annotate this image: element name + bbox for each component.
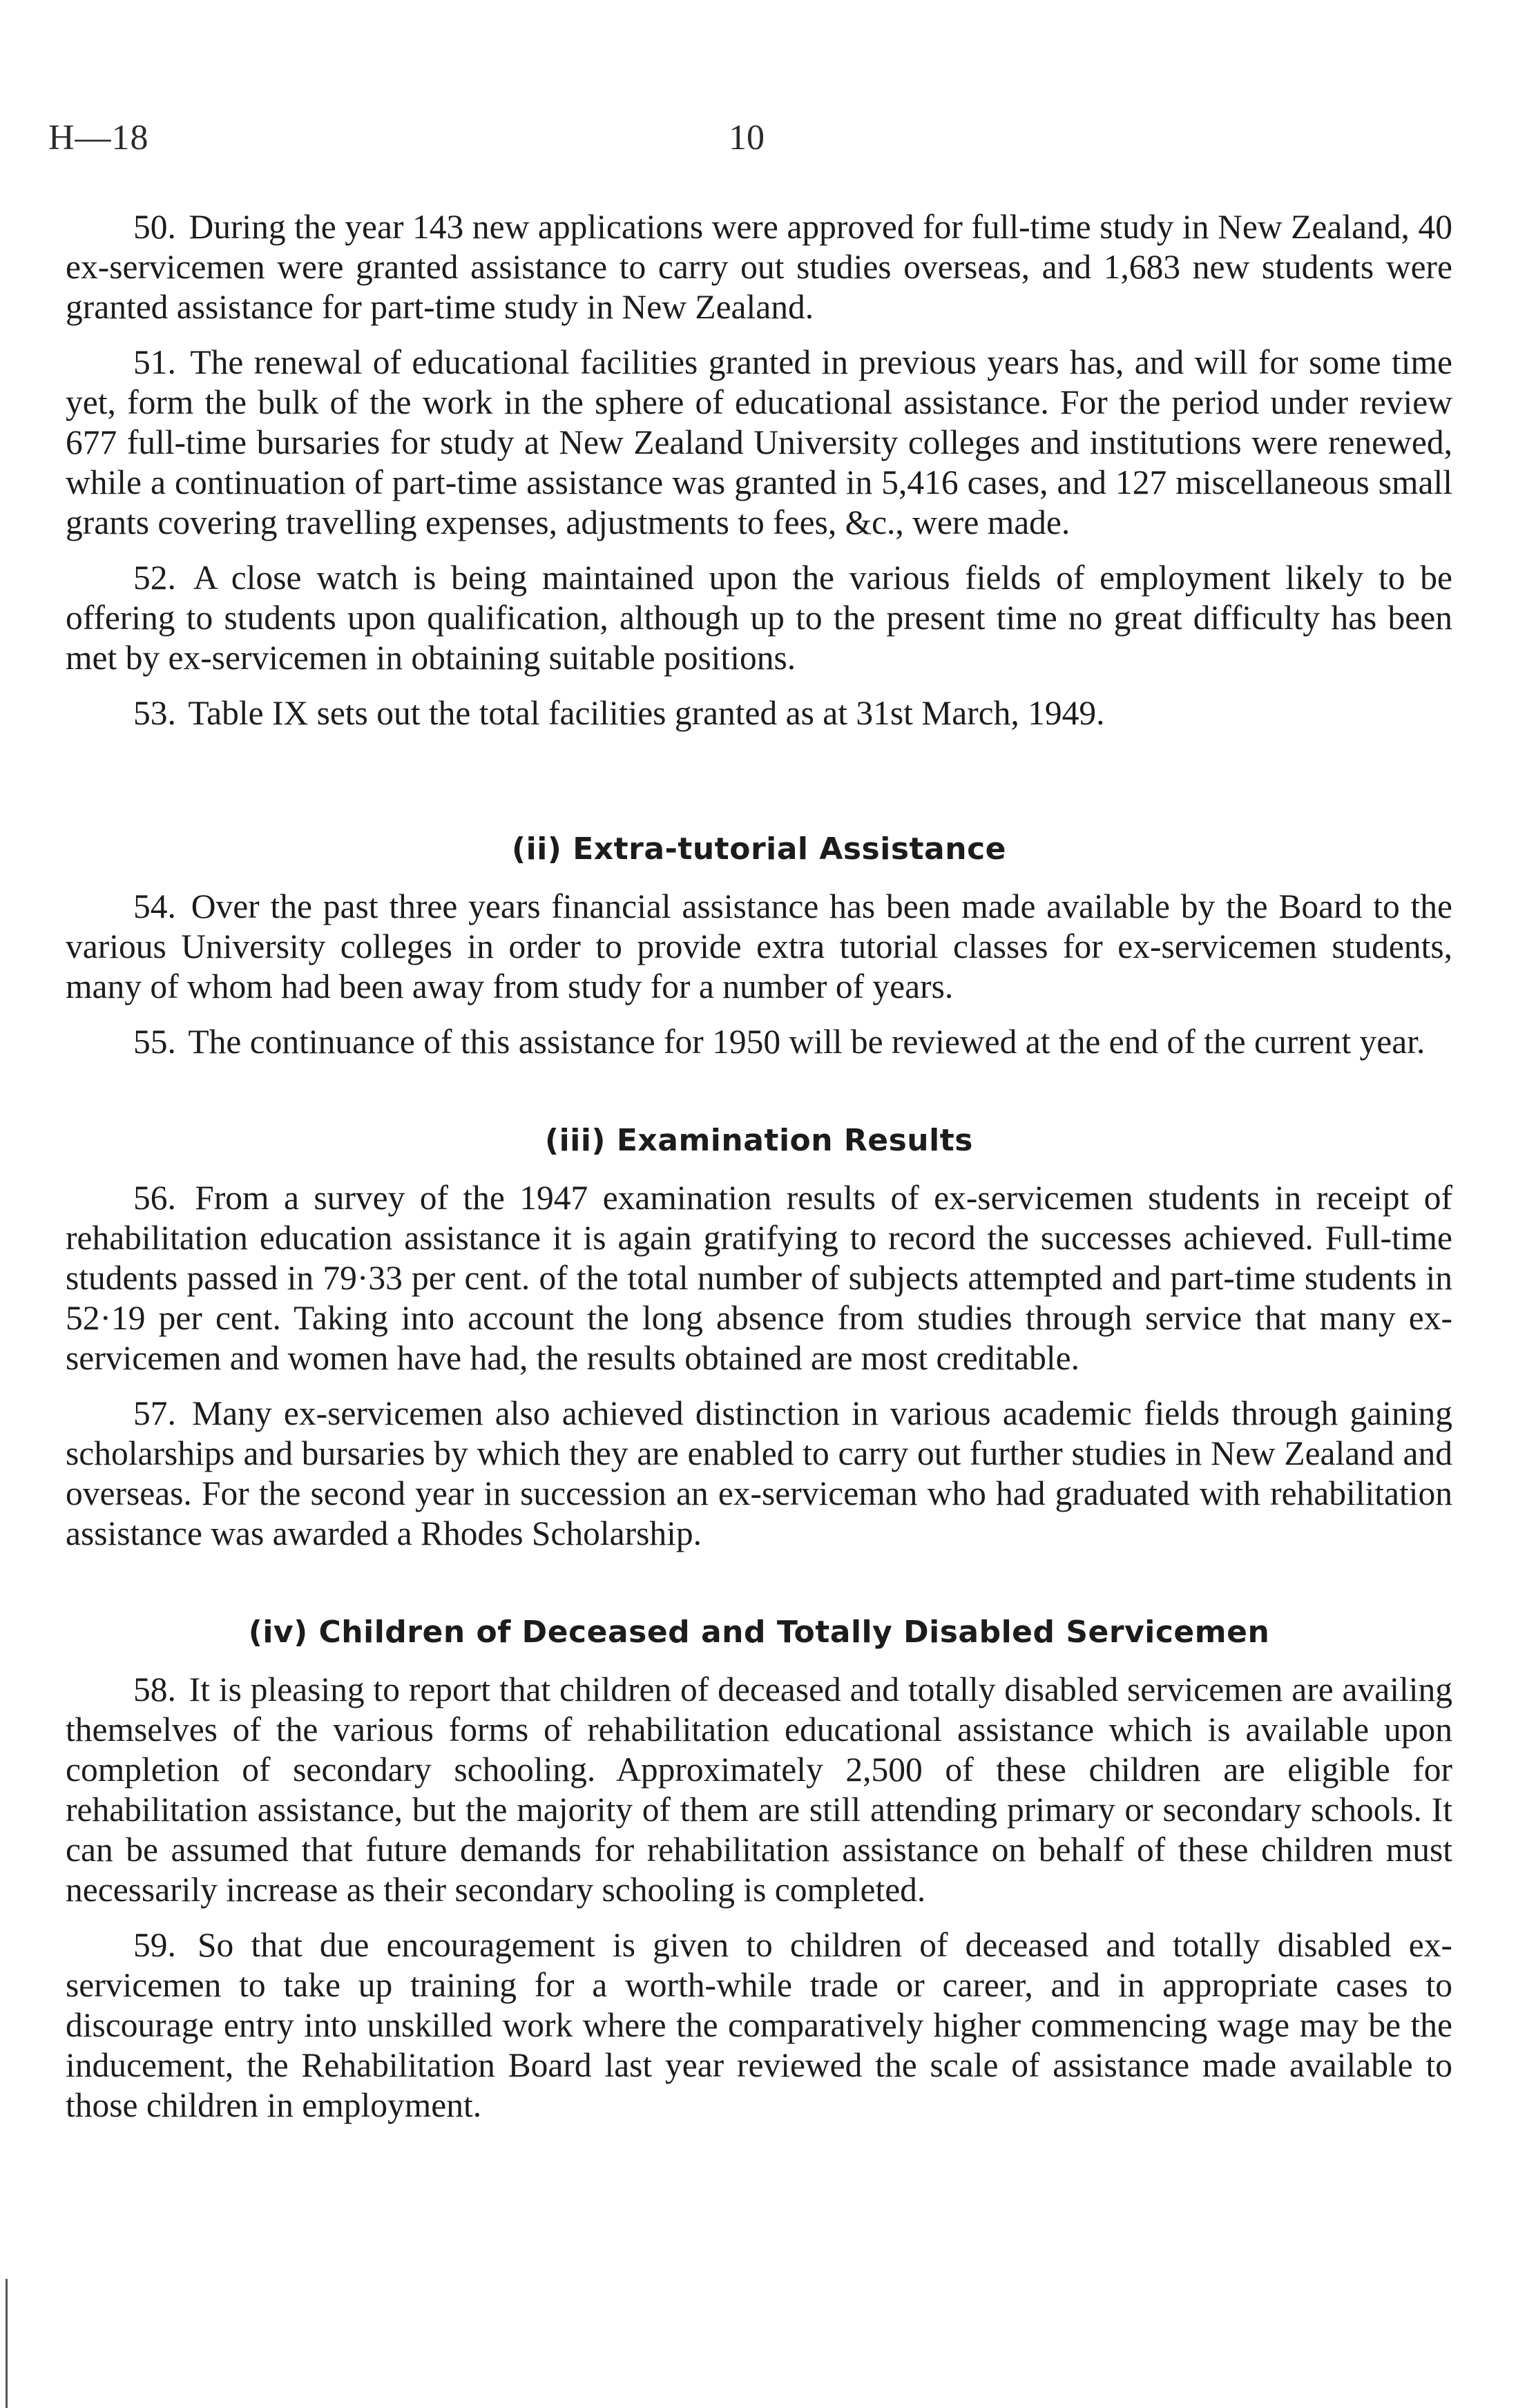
paragraph-number: 54. xyxy=(133,887,176,925)
paragraph-number: 51. xyxy=(133,343,176,381)
document-code: H—18 xyxy=(48,118,149,157)
body-text xyxy=(66,207,1452,2141)
paragraph-text: Table IX sets out the total facilities granted as at 31st March, 1949. xyxy=(188,694,1105,732)
paragraph-number: 55. xyxy=(133,1023,176,1061)
paragraph-text: Over the past three years financial assistance has been made available by the Board to the various University colleges in order to provide extra tutorial classes for ex-servicemen students, many of whom had been away from study for a number of years. xyxy=(66,887,1452,1005)
paragraph-text: During the year 143 new applications were approved for full-time study in New Zealand, 40 ex-servicemen were granted assistance to carry out studies overseas, and 1,683 new students were granted assistance for part-time study in New Zealand. xyxy=(66,208,1453,326)
paragraph-59 xyxy=(66,1925,1452,2126)
paragraph-54 xyxy=(66,887,1452,1007)
paragraph-text: A close watch is being maintained upon the various fields of employment likely to be offering to students upon qualification, although up to the present time no great difficulty has been met by ex-servicemen in obtaining suitable positions. xyxy=(66,559,1452,677)
paragraph-number: 52. xyxy=(133,559,176,597)
paragraph-text: The renewal of educational facilities granted in previous years has, and will for some time yet, form the bulk of the work in the sphere of educational assistance. For the period under review 677 full-time bursaries for study at New Zealand University colleges and institutions were renewed, while a continuation of part-time assistance was granted in 5,416 cases, and 127 miscellaneous small grants covering travelling expenses, adjustments to fees, &c., were made. xyxy=(66,343,1452,541)
paragraph-text: From a survey of the 1947 examination results of ex-servicemen students in receipt of rehabilitation education assistance it is again gratifying to record the successes achieved. Full-time students passed in 79·33 per cent. of the total number of subjects attempted and part-time students in 52·19 per cent. Taking into account the long absence from studies through service that many ex-servicemen and women have had, the results obtained are most creditable. xyxy=(66,1179,1452,1377)
paragraph-number: 57. xyxy=(133,1394,176,1432)
paragraph-55 xyxy=(66,1022,1452,1062)
section-heading-children-of-servicemen: (iv) Children of Deceased and Totally Disabled Servicemen xyxy=(248,1615,1270,1650)
running-header xyxy=(48,117,1457,166)
paragraph-57 xyxy=(66,1394,1452,1554)
paragraph-number: 59. xyxy=(133,1926,176,1964)
paragraph-53 xyxy=(66,693,1452,733)
paragraph-51 xyxy=(66,343,1452,543)
paragraph-text: So that due encouragement is given to children of deceased and totally disabled ex-servicemen to take up training for a worth-while trade or career, and in appropriate cases to discourage entry into unskilled work where the comparatively higher commencing wage may be the inducement, the Rehabilitation Board last year reviewed the scale of assistance made available to those children in employment. xyxy=(66,1926,1452,2124)
section-heading-extra-tutorial: (ii) Extra-tutorial Assistance xyxy=(512,831,1006,867)
page-number: 10 xyxy=(729,118,765,157)
paragraph-58 xyxy=(66,1670,1452,1910)
paragraph-56 xyxy=(66,1178,1452,1378)
paragraph-text: It is pleasing to report that children of deceased and totally disabled servicemen are availing themselves of the various forms of rehabilitation educational assistance which is available upon completion of secondary schooling. Approximately 2,500 of these children are eligible for rehabilitation assistance, but the majority of them are still attending primary or secondary schools. It can be assumed that future demands for rehabilitation assistance on behalf of these children must necessarily increase as their secondary schooling is completed. xyxy=(66,1670,1452,1909)
paragraph-50 xyxy=(66,207,1452,327)
paragraph-text: Many ex-servicemen also achieved distinction in various academic fields through gaining scholarships and bursaries by which they are enabled to carry out further studies in New Zealand and overseas. For the second year in succession an ex-serviceman who had graduated with rehabilitation assistance was awarded a Rhodes Scholarship. xyxy=(66,1394,1452,1552)
paragraph-number: 50. xyxy=(133,208,176,246)
section-heading-examination-results: (iii) Examination Results xyxy=(545,1123,973,1158)
paragraph-number: 58. xyxy=(133,1670,176,1708)
paragraph-number: 53. xyxy=(133,694,176,732)
paragraph-text: The continuance of this assistance for 1950 will be reviewed at the end of the current year. xyxy=(188,1023,1425,1061)
paragraph-number: 56. xyxy=(133,1179,176,1217)
paragraph-52 xyxy=(66,558,1452,678)
binding-margin-line xyxy=(6,2279,8,2408)
